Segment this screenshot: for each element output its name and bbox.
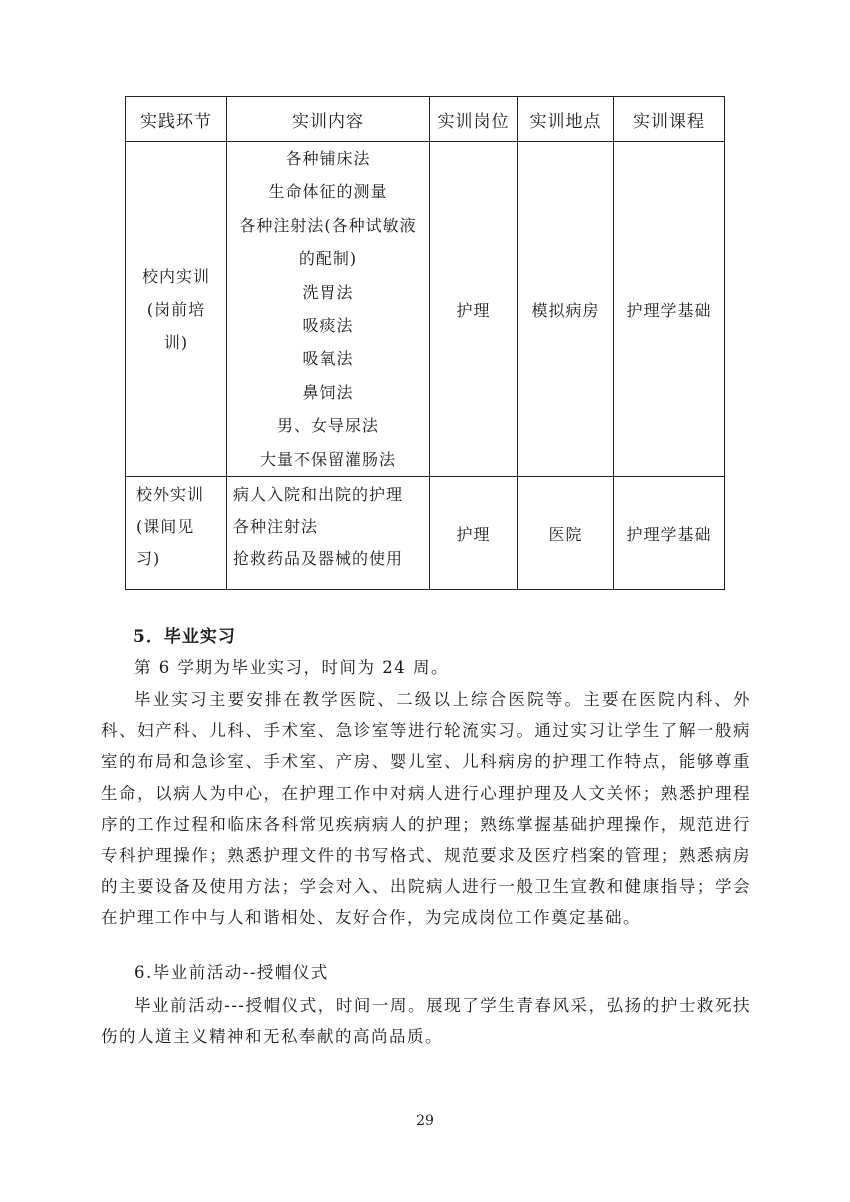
stage-line: 习) xyxy=(136,549,161,569)
course-cell: 护理学基础 xyxy=(614,142,725,477)
header-post: 实训岗位 xyxy=(430,97,518,142)
content-item: 洗胃法 xyxy=(302,282,354,302)
location-cell: 医院 xyxy=(518,477,614,590)
content-item: 病人入院和出院的护理 xyxy=(233,485,404,505)
section5-paragraph-2: 毕业实习主要安排在教学医院、二级以上综合医院等。主要在医院内科、外科、妇产科、儿科、手术室、急诊室等进行轮流实习。通过实习让学生了解一般病室的布局和急诊室、手术室、产房、婴儿室、儿科病房的护理工作特点，能够尊重生命，以病人为中心，在护理工作中对病人进行心理护理及人文关怀；熟悉护理程序的工作过程和临床各科常见疾病病人的护理；熟练掌握基础护理操作，规范进行专科护理操作；熟悉护理文件的书写格式、规范要求及医疗档案的管理；熟悉病房的主要设备及使用方法；学会对入、出院病人进行一般卫生宣教和健康指导；学会在护理工作中与人和谐相处、友好合作，为完成岗位工作奠定基础。 xyxy=(101,690,751,928)
content-cell xyxy=(227,142,430,477)
content-item: 吸痰法 xyxy=(302,316,354,336)
section6-heading: 6.毕业前活动--授帽仪式 xyxy=(134,963,329,982)
section5-paragraph-1: 第 6 学期为毕业实习，时间为 24 周。 xyxy=(134,658,449,677)
section6-paragraph: 毕业前活动---授帽仪式，时间一周。展现了学生青春风采，弘扬的护士救死扶伤的人道主义精神和无私奉献的高尚品质。 xyxy=(101,996,751,1047)
stage-cell xyxy=(126,477,227,590)
stage-line: (岗前培 xyxy=(146,299,206,319)
section5-heading: 5．毕业实习 xyxy=(133,627,236,647)
header-course: 实训课程 xyxy=(614,97,725,142)
stage-cell xyxy=(126,142,227,477)
content-item: 鼻饲法 xyxy=(302,382,354,402)
post-cell: 护理 xyxy=(430,477,518,590)
page-number: 29 xyxy=(416,1113,434,1129)
header-content: 实训内容 xyxy=(227,97,430,142)
stage-line: (课间见 xyxy=(136,517,195,537)
stage-line: 校内实训 xyxy=(141,266,210,286)
content-item: 吸氧法 xyxy=(302,349,354,369)
table-row xyxy=(126,477,725,590)
content-item: 的配制) xyxy=(298,249,358,269)
content-item: 生命体征的测量 xyxy=(268,182,388,202)
table-header-row xyxy=(126,97,725,142)
content-item: 各种注射法(各种试敏液 xyxy=(239,215,417,235)
training-table xyxy=(125,96,725,590)
header-location: 实训地点 xyxy=(518,97,614,142)
table-row xyxy=(126,142,725,477)
content-item: 男、女导尿法 xyxy=(276,416,379,436)
content-item: 抢救药品及器械的使用 xyxy=(233,549,404,569)
header-stage: 实践环节 xyxy=(126,97,227,142)
stage-line: 校外实训 xyxy=(136,485,205,505)
content-item: 各种铺床法 xyxy=(285,149,371,168)
content-item: 各种注射法 xyxy=(233,517,319,537)
post-cell: 护理 xyxy=(430,142,518,477)
content-cell xyxy=(227,477,430,590)
stage-line: 训) xyxy=(163,332,189,352)
course-cell: 护理学基础 xyxy=(614,477,725,590)
location-cell: 模拟病房 xyxy=(518,142,614,477)
content-item: 大量不保留灌肠法 xyxy=(259,449,396,469)
